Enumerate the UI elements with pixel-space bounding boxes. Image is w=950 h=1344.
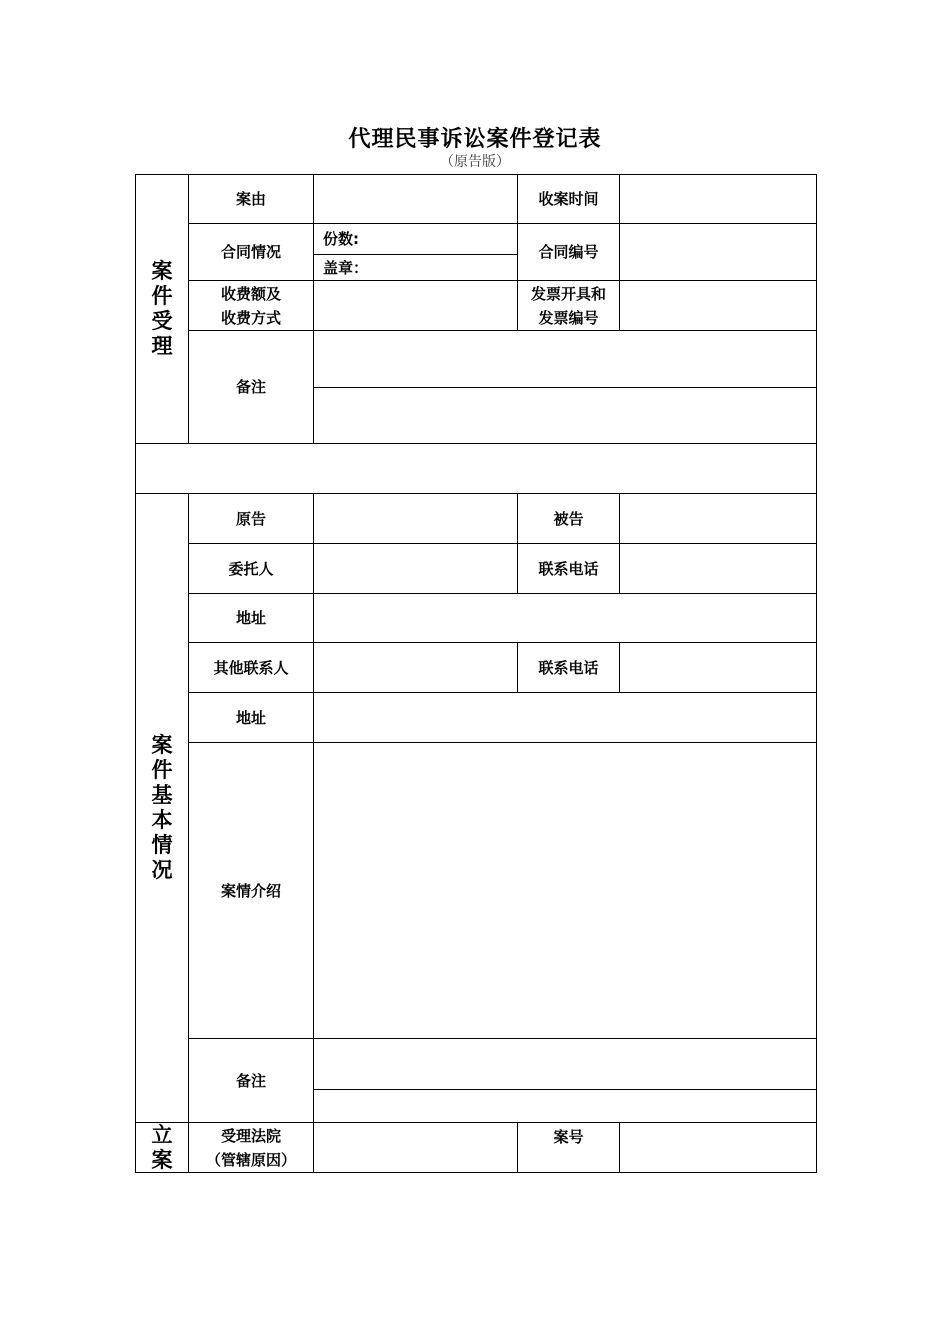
field-phone[interactable] bbox=[620, 544, 816, 593]
field-defendant[interactable] bbox=[620, 494, 816, 543]
border-bottom bbox=[135, 1172, 817, 1173]
field-phone-2[interactable] bbox=[620, 643, 816, 692]
field-court[interactable] bbox=[314, 1123, 517, 1172]
label-invoice-line1: 发票开具和 bbox=[530, 284, 606, 303]
field-client[interactable] bbox=[314, 544, 517, 593]
label-invoice-line2: 发票编号 bbox=[538, 308, 599, 327]
field-remarks-accept-1[interactable] bbox=[314, 331, 816, 387]
label-remarks-basic: 备注 bbox=[235, 1071, 266, 1090]
field-remarks-basic-2[interactable] bbox=[314, 1090, 816, 1122]
field-invoice[interactable] bbox=[620, 281, 816, 330]
label-case-no: 案号 bbox=[553, 1128, 584, 1146]
label-address-2: 地址 bbox=[235, 708, 266, 727]
label-phone: 联系电话 bbox=[538, 559, 599, 578]
form-title: 代理民事诉讼案件登记表 bbox=[348, 127, 602, 152]
label-plaintiff: 原告 bbox=[235, 509, 266, 528]
label-receive-time: 收案时间 bbox=[538, 190, 599, 208]
label-phone-2: 联系电话 bbox=[538, 658, 599, 677]
label-fee-line2: 收费方式 bbox=[220, 308, 281, 327]
form-subtitle: （原告版） bbox=[440, 154, 510, 170]
field-case-no[interactable] bbox=[620, 1123, 816, 1172]
field-copies[interactable]: 份数: bbox=[323, 230, 359, 248]
field-fee[interactable] bbox=[314, 281, 517, 330]
registration-form bbox=[135, 174, 817, 1173]
field-plaintiff[interactable] bbox=[314, 494, 517, 543]
field-address-2[interactable] bbox=[314, 693, 816, 742]
section-heading-filing: 立案 bbox=[151, 1122, 173, 1172]
field-seal[interactable]: 盖章： bbox=[323, 258, 369, 277]
label-client: 委托人 bbox=[228, 559, 274, 578]
field-case-cause[interactable] bbox=[314, 175, 517, 223]
label-case-intro: 案情介绍 bbox=[220, 881, 281, 900]
field-remarks-basic-1[interactable] bbox=[314, 1039, 816, 1089]
label-case-cause: 案由 bbox=[235, 190, 266, 208]
label-court-line2: （管辖原因） bbox=[205, 1150, 296, 1169]
label-invoice bbox=[518, 281, 619, 330]
label-court-line1: 受理法院 bbox=[220, 1126, 281, 1145]
label-other-contact: 其他联系人 bbox=[213, 658, 289, 677]
label-address: 地址 bbox=[235, 609, 266, 627]
field-receive-time[interactable] bbox=[620, 175, 816, 223]
label-court bbox=[189, 1123, 313, 1172]
label-fee bbox=[189, 281, 313, 330]
field-remarks-accept-2[interactable] bbox=[314, 388, 816, 443]
label-defendant: 被告 bbox=[553, 509, 584, 528]
field-contract-no[interactable] bbox=[620, 224, 816, 280]
label-contract: 合同情况 bbox=[220, 243, 281, 261]
field-other-contact[interactable] bbox=[314, 643, 517, 692]
label-contract-no: 合同编号 bbox=[538, 243, 599, 261]
field-case-intro[interactable] bbox=[314, 743, 816, 1038]
section-heading-accept: 案件受理 bbox=[151, 259, 173, 358]
label-fee-line1: 收费额及 bbox=[220, 284, 281, 303]
spacer-row bbox=[136, 444, 816, 493]
section-heading-basic: 案件基本情况 bbox=[151, 733, 173, 882]
field-address[interactable] bbox=[314, 594, 816, 642]
border-right bbox=[816, 174, 817, 1173]
label-remarks-accept: 备注 bbox=[235, 378, 266, 396]
